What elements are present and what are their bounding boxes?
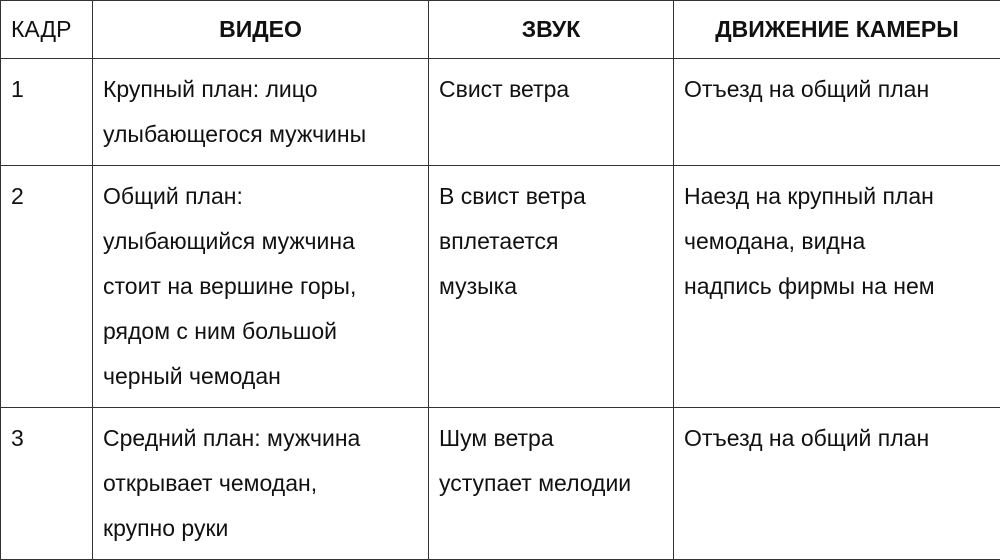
camera-cell xyxy=(674,166,1000,408)
sound-line: музыка xyxy=(439,264,663,309)
sound-line: Свист ветра xyxy=(439,67,663,112)
video-line: открывает чемодан, xyxy=(103,461,418,506)
video-line: крупно руки xyxy=(103,506,418,551)
sound-line: вплетается xyxy=(439,219,663,264)
camera-line: Отъезд на общий план xyxy=(684,416,990,461)
frame-number-cell: 1 xyxy=(1,59,93,166)
camera-cell xyxy=(674,59,1000,166)
table-row xyxy=(1,59,1000,166)
sound-line: Шум ветра xyxy=(439,416,663,461)
sound-cell xyxy=(429,408,674,560)
header-camera: ДВИЖЕНИЕ КАМЕРЫ xyxy=(674,1,1000,59)
sound-line: В свист ветра xyxy=(439,174,663,219)
sound-line: уступает мелодии xyxy=(439,461,663,506)
video-line: черный чемодан xyxy=(103,354,418,399)
table-row xyxy=(1,408,1000,560)
video-line: рядом с ним большой xyxy=(103,309,418,354)
video-line: улыбающийся мужчина xyxy=(103,219,418,264)
header-sound: ЗВУК xyxy=(429,1,674,59)
camera-line: чемодана, видна xyxy=(684,219,990,264)
camera-line: надпись фирмы на нем xyxy=(684,264,990,309)
video-line: Средний план: мужчина xyxy=(103,416,418,461)
video-line: улыбающегося мужчины xyxy=(103,112,418,157)
camera-line: Отъезд на общий план xyxy=(684,67,990,112)
video-line: стоит на вершине горы, xyxy=(103,264,418,309)
video-line: Общий план: xyxy=(103,174,418,219)
header-row xyxy=(1,1,1000,59)
header-video: ВИДЕО xyxy=(93,1,429,59)
video-cell xyxy=(93,59,429,166)
frame-number-cell: 2 xyxy=(1,166,93,408)
header-frame: КАДР xyxy=(1,1,93,59)
sound-cell xyxy=(429,59,674,166)
frame-number-cell: 3 xyxy=(1,408,93,560)
sound-cell xyxy=(429,166,674,408)
camera-cell xyxy=(674,408,1000,560)
video-cell xyxy=(93,408,429,560)
video-line: Крупный план: лицо xyxy=(103,67,418,112)
table-row xyxy=(1,166,1000,408)
camera-line: Наезд на крупный план xyxy=(684,174,990,219)
video-cell xyxy=(93,166,429,408)
